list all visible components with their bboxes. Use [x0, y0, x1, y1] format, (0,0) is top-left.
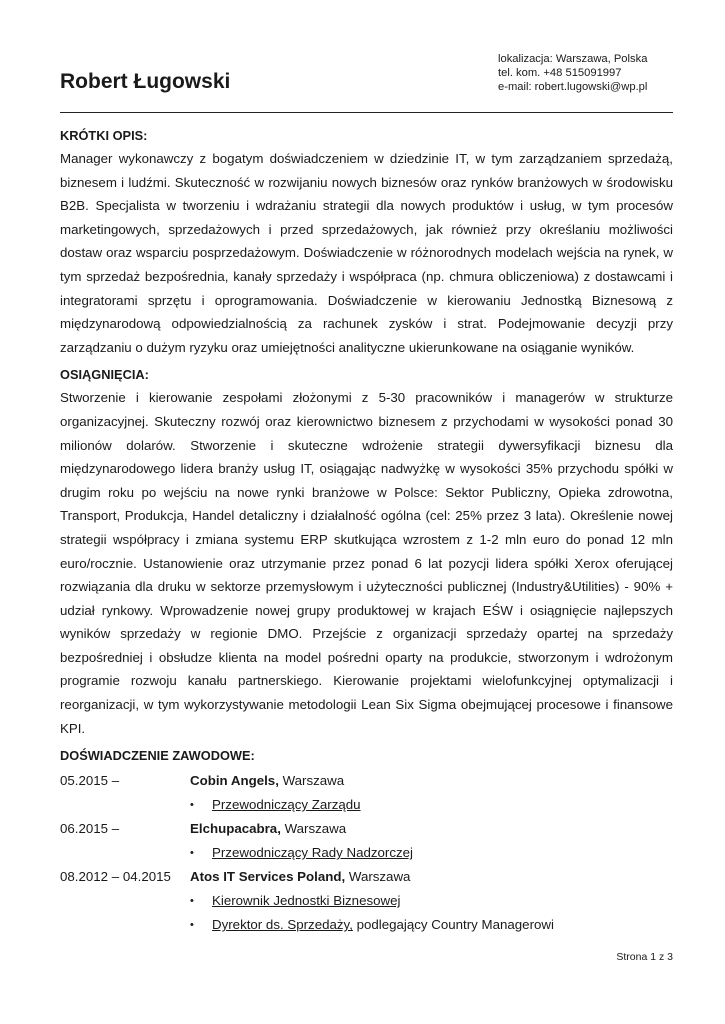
- job-date: 06.2015 –: [60, 821, 120, 837]
- role-title: Dyrektor ds. Sprzedaży,: [212, 917, 353, 933]
- contact-block: [498, 52, 647, 95]
- cv-content: [60, 128, 673, 937]
- company-city: Warszawa: [278, 773, 345, 789]
- achievements-text: Stworzenie i kierowanie zespołami złożonymi z 5-30 pracowników i managerów w strukturze organizacyjnej. Skuteczny rozwój oraz kierownictwo biznesem z przychodami w wysokości ponad 30 milionów dolarów. Stworzenie i skuteczne wdrożenie strategii dywersyfikacji biznesu dla międzynarodowego lidera branży usług IT, osiągając nadwyżkę w wysokości 35% przychodu spółki w drugim roku po wejściu na nowe rynki branżowe w Polsce: Sektor Publiczny, Opieka zdrowotna, Transport, Produkcja, Handel detaliczny i działalność ogólna (cel: 25% przez 3 lata). Określenie nowej strategii współpracy i zmiana systemu ERP skutkująca wzrostem z 1-2 mln euro do ponad 12 mln euro/rocznie. Ustanowienie oraz utrzymanie przez ponad 6 lat pozycji lidera spółki Xerox oferującej rozwiązania dla druku w sektorze przemysłowym i użyteczności publicznej (Industry&Utilities) - 90% + udział rynkowy. Wprowadzenie nowej grupy produktowej w krajach EŚW i osiągnięcie najlepszych wyników sprzedaży w regionie DMO. Przejście z organizacji sprzedaży opartej na sprzedaży bezpośredniej i obsłudze klienta na model pośredni oparty na produkcie, stworzonym i wdrożonym programie rozwoju kanału partnerskiego. Kierowanie projektami wielofunkcyjnej optymalizacji i reorganizacji, w tym wykorzystywanie metodologii Lean Six Sigma obejmującej procesowe i finansowe KPI.: [60, 390, 673, 736]
- role-suffix: podlegający Country Managerowi: [352, 917, 554, 933]
- email-line: e-mail: robert.lugowski@wp.pl: [498, 81, 648, 94]
- summary-text: Manager wykonawczy z bogatym doświadczeniem w dziedzinie IT, w tym zarządzaniem sprzedażą, biznesem i ludźmi. Skuteczność w rozwijaniu nowych biznesów oraz rynków branżowych w środowisku B2B. Specjalista w tworzeniu i wdrażaniu strategii dla nowych produktów i usług, w tym procesów marketingowych, sprzedażowych i przed sprzedażowych, jak również przy określaniu możliwości dostaw oraz wsparciu posprzedażowym. Doświadczenie w różnorodnych modelach wejścia na rynek, w tym sprzedaż bezpośrednia, kanały sprzedaży i współpraca (np. chmura obliczeniowa) z dostawcami i integratorami sprzętu i oprogramowania. Doświadczenie w kierowaniu Jednostką Biznesową z międzynarodową odpowiedzialnością za rachunek zysków i strat. Podejmowanie decyzji przy zarządzaniu o dużym ryzyku oraz umiejętności analityczne ukierunkowane na osiąganie wyników.: [60, 151, 673, 355]
- job-role: [60, 841, 673, 865]
- experience-heading: DOŚWIADCZENIE ZAWODOWE:: [60, 748, 255, 764]
- location-line: lokalizacja: Warszawa, Polska: [498, 53, 648, 65]
- company-city: Warszawa: [280, 821, 347, 837]
- summary-heading: KRÓTKI OPIS:: [60, 128, 148, 143]
- role-title: Przewodniczący Rady Nadzorczej: [212, 845, 414, 861]
- company-name: Atos IT Services Poland,: [190, 869, 346, 885]
- job-entry: [60, 817, 673, 841]
- company-name: Elchupacabra,: [190, 821, 281, 837]
- role-title: Kierownik Jednostki Biznesowej: [212, 893, 401, 909]
- role-line: [212, 913, 554, 937]
- job-company: [190, 865, 410, 889]
- header-divider: [60, 112, 673, 113]
- job-role: [60, 889, 673, 913]
- page-number: Strona 1 z 3: [616, 951, 673, 963]
- summary-section: [60, 128, 673, 359]
- phone-line: tel. kom. +48 515091997: [498, 67, 622, 80]
- role-title: Przewodniczący Zarządu: [212, 797, 361, 813]
- bullet-icon: •: [190, 847, 194, 860]
- company-city: Warszawa: [345, 869, 411, 885]
- bullet-icon: •: [190, 895, 194, 908]
- experience-section: [60, 748, 673, 937]
- bullet-icon: •: [190, 919, 194, 932]
- cv-page: [60, 0, 673, 1024]
- job-date: 08.2012 – 04.2015: [60, 869, 171, 885]
- company-name: Cobin Angels,: [190, 773, 279, 789]
- job-date: 05.2015 –: [60, 773, 120, 789]
- job-entry: [60, 769, 673, 793]
- bullet-icon: •: [190, 799, 194, 812]
- job-entry: [60, 865, 673, 889]
- job-role: [60, 913, 673, 937]
- job-role: [60, 793, 673, 817]
- achievements-section: [60, 367, 673, 740]
- job-company: [190, 769, 344, 793]
- achievements-heading: OSIĄGNIĘCIA:: [60, 367, 149, 383]
- job-company: [190, 817, 346, 841]
- candidate-name: Robert Ługowski: [60, 70, 231, 93]
